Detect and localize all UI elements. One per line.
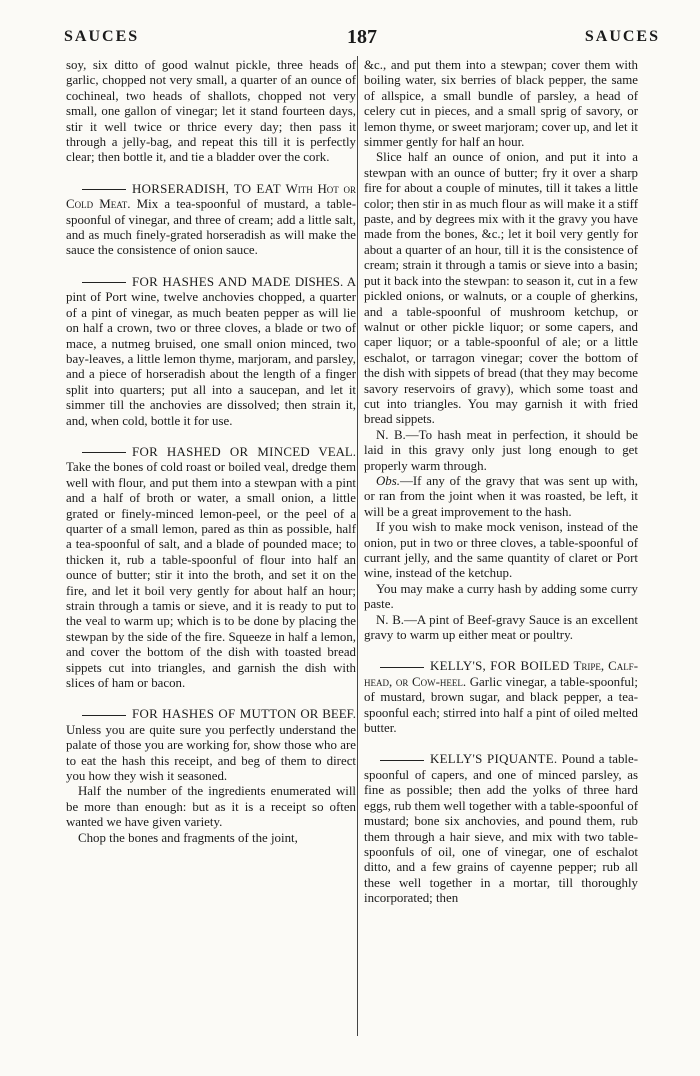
recipe-text: Garlic vinegar, a table-spoonful; of mustard, brown sugar, and black pepper, a tea-spoonful each; stirred into half a pint of oiled melted butter. <box>364 674 638 736</box>
recipe-paragraph: Half the number of the ingredients enumerated will be more than enough: but as it is a receipt so often wanted we have given variety. <box>66 784 356 830</box>
running-header <box>64 20 660 54</box>
paragraph: N. B.—To hash meat in perfection, it should be laid in this gravy only just long enough to get properly warm through. <box>364 427 638 473</box>
recipe-dash <box>380 667 424 668</box>
paragraph: N. B.—A pint of Beef-gravy Sauce is an excellent gravy to warm up either meat or poultry. <box>364 612 638 643</box>
recipe-text: Take the bones of cold roast or boiled veal, dredge them well with flour, and put them into a stewpan with a pint and a half of broth or water, a small onion, a little grated or finely-minced lemon-peel, or the peel of a quarter of a small lemon, pared as thin as possible, half a tea-spoonful of salt, and a blade of pounded mace; to thicken it, rub a table-spoonful of flour into half an ounce of butter; stir it into the broth, and set it on the fire, and let it boil very gently for about half an hour; strain through a tamis or sieve, and it is ready to put to the veal to warm up; which is to be done by placing the stewpan by the side of the fire. Squeeze in half a lemon, and cover the bottom of the dish with toasted bread sippets cut into triangles, and garnish the dish with slices of ham or bacon. <box>66 460 356 691</box>
recipe-text: Mix a tea-spoonful of mustard, a table-spoonful of vinegar, and three of cream; add a little salt, and as much finely-grated horseradish as will make the sauce the consistence of onion sauce. <box>66 197 356 258</box>
column-divider <box>357 56 358 1036</box>
recipe-kellys-boiled <box>364 659 638 736</box>
left-column <box>66 58 356 846</box>
recipe-dash <box>82 452 126 453</box>
recipe-subheading: With Hot or Cold Meat. <box>66 181 356 212</box>
recipe-heading: FOR HASHES OF MUTTON <box>132 707 297 722</box>
recipe-horseradish <box>66 182 356 259</box>
paragraph: If you wish to make mock venison, instead of the onion, put in two or three cloves, a table-spoonful of currant jelly, and the same quantity of claret or Port wine, instead of the ketchup. <box>364 520 638 581</box>
recipe-dash <box>82 189 126 190</box>
recipe-kellys-piquante <box>364 752 638 906</box>
intro-paragraph: soy, six ditto of good walnut pickle, three heads of garlic, chopped not very small, a quarter of an ounce of cochineal, two heads of shallots, chopped not very small, one gallon of vinegar; let it stand fourteen days, stir it well twice or thrice every day; then pass it through a jelly-bag, and repeat this till it is perfectly clear; then bottle it, and tie a bladder over the cork. <box>66 58 356 165</box>
recipe-heading: KELLY'S PIQUANTE. <box>430 752 558 767</box>
recipe-text: Pound a table-spoonful of capers, and one of minced parsley, as fine as possible; then add the yolks of three hard eggs, rub them well together with a table-spoonful of mustard; bone six anchovies, and pound them, rub them through a hair sieve, and mix with two table-spoonfuls of oil, one of vinegar, one of eschalot ditto, and a few grains of cayenne pepper; rub all these well together in a mortar, till thoroughly incorporated; then <box>364 752 638 906</box>
paragraph: You may make a curry hash by adding some curry paste. <box>364 581 638 612</box>
page-number: 187 <box>347 25 377 48</box>
recipe-lead: VEAL. <box>318 444 356 459</box>
right-column <box>364 58 638 907</box>
recipe-text: A pint of Port wine, twelve anchovies chopped, a quarter of a pint of vinegar, as much beaten pepper as will lie on half a crown, two or three cloves, a blade or two of mace, a nutmeg bruised, one small onion minced, two bay-leaves, a little lemon thyme, marjoram, and parsley, and a piece of horseradish about the length of a finger split into quarters; put all into a saucepan, and let it simmer till the anchovies are dissolved; then strain it, and, when cold, bottle it for use. <box>66 274 356 428</box>
recipe-dash <box>82 282 126 283</box>
obs-text: —If any of the gravy that was sent up with, or ran from the joint when it was roasted, be left, it will be a great improvement to the hash. <box>364 473 638 519</box>
obs-label: Obs. <box>376 473 400 488</box>
paragraph: Slice half an ounce of onion, and put it into a stewpan with an ounce of butter; fry it over a sharp fire for about a couple of minutes, till it takes a little color; then stir in as much flour as will make it a stiff paste, and by degrees mix with it the gravy you have made from the bones, &c.; let it boil very gently for about a quarter of an hour, till it is the consistence of cream; strain it through a tamis or sieve into a basin; put it back into the stewpan: to season it, cut in a few pickled onions, or walnuts, or a couple of gherkins, and a table-spoonful of mushroom ketchup, or walnut or other pickle liquor; or some capers, and caper liquor; or a table-spoonful of ale; or a little eschalot, or tarragon vinegar; cover the bottom of the dish with sippets of bread (that they may become savory reservoirs of gravy), which some toast and cut into triangles. You may garnish it with fried bread sippets. <box>364 150 638 427</box>
recipe-hashed-veal <box>66 445 356 692</box>
recipe-paragraph: Chop the bones and fragments of the joint, <box>78 830 298 845</box>
header-right-title: SAUCES <box>584 28 660 45</box>
recipe-hashes-made-dishes <box>66 275 356 429</box>
recipe-lead: OR BEEF. <box>300 707 356 722</box>
recipe-heading: HORSERADISH, TO EAT <box>132 181 281 196</box>
obs-paragraph <box>364 474 638 520</box>
recipe-heading: FOR HASHES AND MADE <box>132 274 291 289</box>
recipe-dash <box>380 760 424 761</box>
recipe-heading: FOR HASHED OR MINCED <box>132 444 310 459</box>
continued-paragraph: &c., and put them into a stewpan; cover them with boiling water, six berries of black pepper, the same of allspice, a small bundle of parsley, a head of celery cut in pieces, and a small sprig of savory, or lemon thyme, or sweet marjoram; cover up, and let it simmer gently for half an hour. <box>364 58 638 150</box>
header-left-title: SAUCES <box>64 28 140 45</box>
recipe-subheading: Tripe, Calf-head, or Cow-heel. <box>364 659 638 689</box>
recipe-text: Unless you are quite sure you perfectly understand the palate of those you are working for, show those who are to eat the hash this receipt, and beg of them to direct you how they wish it seasoned. <box>66 722 356 784</box>
recipe-lead: DISHES. <box>294 274 344 289</box>
recipe-dash <box>82 715 126 716</box>
recipe-hashes-mutton <box>66 707 356 846</box>
recipe-heading: KELLY'S, FOR BOILED <box>430 659 570 674</box>
